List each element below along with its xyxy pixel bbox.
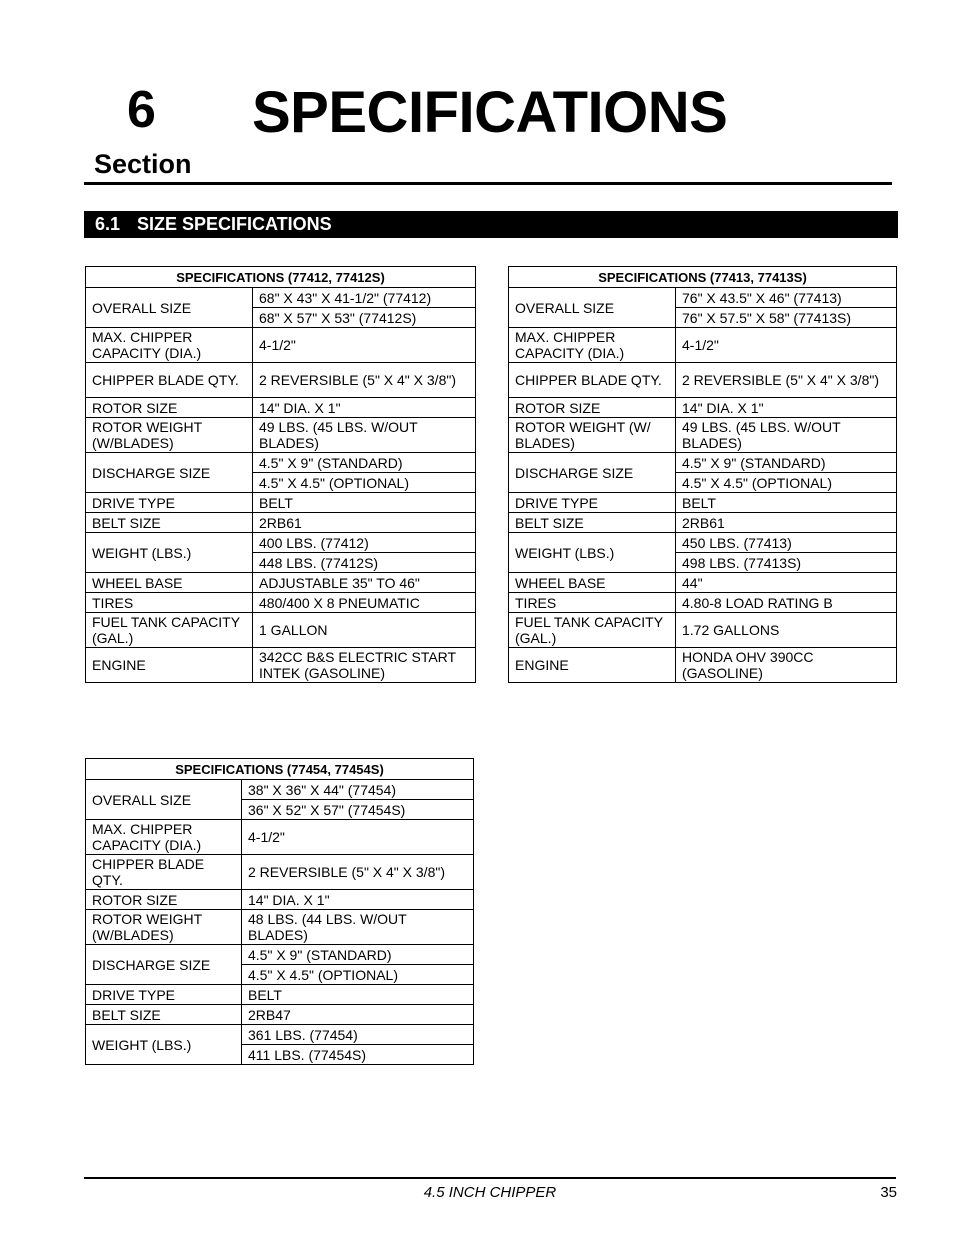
row-label: ROTOR SIZE xyxy=(86,398,253,418)
row-label: ROTOR SIZE xyxy=(509,398,676,418)
row-label: CHIPPER BLADE QTY. xyxy=(86,855,242,890)
row-label: ENGINE xyxy=(86,648,253,683)
row-value: 68" X 43" X 41-1/2" (77412) xyxy=(253,288,476,308)
table-title: SPECIFICATIONS (77412, 77412S) xyxy=(86,267,476,288)
row-label: ENGINE xyxy=(509,648,676,683)
footer-rule xyxy=(84,1177,896,1179)
row-value: 448 LBS. (77412S) xyxy=(253,553,476,573)
row-value: 44" xyxy=(676,573,897,593)
row-value: 400 LBS. (77412) xyxy=(253,533,476,553)
row-value: 48 LBS. (44 LBS. W/OUT BLADES) xyxy=(242,910,474,945)
row-label: ROTOR WEIGHT (W/BLADES) xyxy=(86,910,242,945)
section-rule xyxy=(84,182,892,185)
row-value: 4.5" X 4.5" (OPTIONAL) xyxy=(676,473,897,493)
row-label: DRIVE TYPE xyxy=(86,985,242,1005)
row-value: ADJUSTABLE 35" TO 46" xyxy=(253,573,476,593)
row-value: 2 REVERSIBLE (5" X 4" X 3/8") xyxy=(253,363,476,398)
footer-title: 4.5 INCH CHIPPER xyxy=(423,1184,557,1201)
row-value: 4.5" X 9" (STANDARD) xyxy=(676,453,897,473)
row-label: FUEL TANK CAPACITY (GAL.) xyxy=(86,613,253,648)
row-label: ROTOR SIZE xyxy=(86,890,242,910)
section-number: 6 xyxy=(127,81,156,139)
row-value: 480/400 X 8 PNEUMATIC xyxy=(253,593,476,613)
row-label: DRIVE TYPE xyxy=(86,493,253,513)
spec-table-77413 xyxy=(508,266,897,683)
row-label: DISCHARGE SIZE xyxy=(86,945,242,985)
row-value: BELT xyxy=(676,493,897,513)
row-value: 14" DIA. X 1" xyxy=(253,398,476,418)
row-value: 1 GALLON xyxy=(253,613,476,648)
row-value: 68" X 57" X 53" (77412S) xyxy=(253,308,476,328)
row-value: 4-1/2" xyxy=(253,328,476,363)
row-label: TIRES xyxy=(509,593,676,613)
row-label: BELT SIZE xyxy=(86,513,253,533)
row-value: 4.80-8 LOAD RATING B xyxy=(676,593,897,613)
row-value: BELT xyxy=(253,493,476,513)
row-value: 2RB47 xyxy=(242,1005,474,1025)
row-value: 49 LBS. (45 LBS. W/OUT BLADES) xyxy=(253,418,476,453)
row-value: 2 REVERSIBLE (5" X 4" X 3/8") xyxy=(676,363,897,398)
page-number: 35 xyxy=(880,1184,897,1201)
row-value: 2 REVERSIBLE (5" X 4" X 3/8") xyxy=(242,855,474,890)
row-label: DISCHARGE SIZE xyxy=(86,453,253,493)
row-label: ROTOR WEIGHT (W/BLADES) xyxy=(86,418,253,453)
row-label: DISCHARGE SIZE xyxy=(509,453,676,493)
spec-table-77454 xyxy=(85,758,474,1065)
row-label: WEIGHT (LBS.) xyxy=(86,533,253,573)
row-label: FUEL TANK CAPACITY (GAL.) xyxy=(509,613,676,648)
row-value: 49 LBS. (45 LBS. W/OUT BLADES) xyxy=(676,418,897,453)
row-label: BELT SIZE xyxy=(86,1005,242,1025)
row-label: OVERALL SIZE xyxy=(86,780,242,820)
table-title: SPECIFICATIONS (77454, 77454S) xyxy=(86,759,474,780)
row-value: HONDA OHV 390CC (GASOLINE) xyxy=(676,648,897,683)
row-label: WHEEL BASE xyxy=(86,573,253,593)
row-label: MAX. CHIPPER CAPACITY (DIA.) xyxy=(86,328,253,363)
row-value: 14" DIA. X 1" xyxy=(242,890,474,910)
row-label: WHEEL BASE xyxy=(509,573,676,593)
row-label: ROTOR WEIGHT (W/ BLADES) xyxy=(509,418,676,453)
row-value: BELT xyxy=(242,985,474,1005)
section-label: Section xyxy=(94,149,192,179)
row-value: 36" X 52" X 57" (77454S) xyxy=(242,800,474,820)
spec-table-77412 xyxy=(85,266,476,683)
section-title: SPECIFICATIONS xyxy=(252,80,728,145)
row-value: 4-1/2" xyxy=(242,820,474,855)
row-label: OVERALL SIZE xyxy=(86,288,253,328)
row-value: 2RB61 xyxy=(676,513,897,533)
row-label: CHIPPER BLADE QTY. xyxy=(86,363,253,398)
row-label: OVERALL SIZE xyxy=(509,288,676,328)
row-value: 342CC B&S ELECTRIC START INTEK (GASOLINE) xyxy=(253,648,476,683)
row-value: 4.5" X 9" (STANDARD) xyxy=(242,945,474,965)
row-label: BELT SIZE xyxy=(509,513,676,533)
row-value: 411 LBS. (77454S) xyxy=(242,1045,474,1065)
row-label: WEIGHT (LBS.) xyxy=(86,1025,242,1065)
row-value: 4.5" X 9" (STANDARD) xyxy=(253,453,476,473)
row-value: 4-1/2" xyxy=(676,328,897,363)
row-value: 76" X 57.5" X 58" (77413S) xyxy=(676,308,897,328)
row-value: 76" X 43.5" X 46" (77413) xyxy=(676,288,897,308)
row-value: 361 LBS. (77454) xyxy=(242,1025,474,1045)
row-label: DRIVE TYPE xyxy=(509,493,676,513)
row-label: TIRES xyxy=(86,593,253,613)
subsection-number: 6.1 xyxy=(95,214,121,234)
row-value: 4.5" X 4.5" (OPTIONAL) xyxy=(242,965,474,985)
row-label: MAX. CHIPPER CAPACITY (DIA.) xyxy=(509,328,676,363)
row-label: WEIGHT (LBS.) xyxy=(509,533,676,573)
row-value: 450 LBS. (77413) xyxy=(676,533,897,553)
subsection-title: SIZE SPECIFICATIONS xyxy=(137,214,332,234)
row-value: 14" DIA. X 1" xyxy=(676,398,897,418)
row-label: MAX. CHIPPER CAPACITY (DIA.) xyxy=(86,820,242,855)
row-value: 498 LBS. (77413S) xyxy=(676,553,897,573)
subsection-heading xyxy=(84,211,898,238)
row-value: 4.5" X 4.5" (OPTIONAL) xyxy=(253,473,476,493)
table-title: SPECIFICATIONS (77413, 77413S) xyxy=(509,267,897,288)
row-value: 38" X 36" X 44" (77454) xyxy=(242,780,474,800)
row-label: CHIPPER BLADE QTY. xyxy=(509,363,676,398)
row-value: 1.72 GALLONS xyxy=(676,613,897,648)
row-value: 2RB61 xyxy=(253,513,476,533)
